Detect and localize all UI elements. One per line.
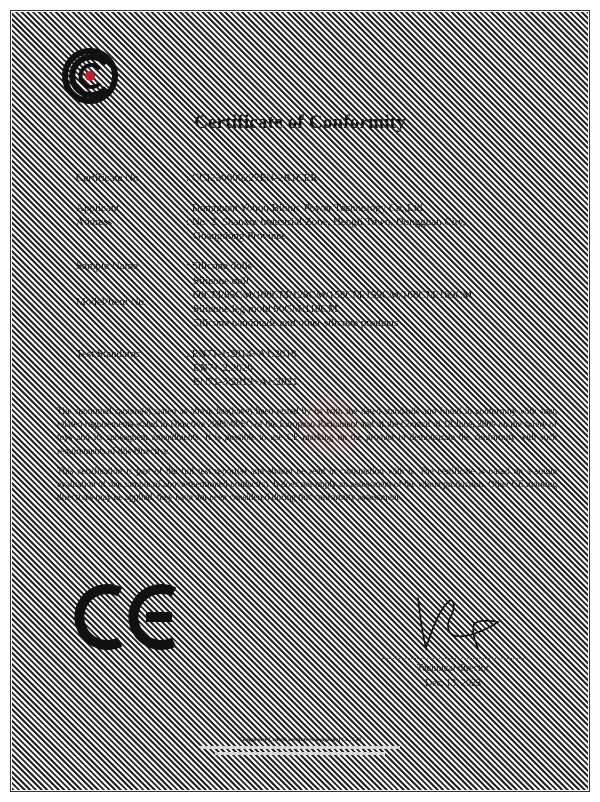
address-value (186, 215, 465, 243)
conformity-statement: The submitted sample(s) stated as above has(have) been tested by us with the listed standards and found in conformity with such related requirements stated in Directive 2009/48/EC of the European Parliament and of the Council of 18 June, 2009 on the safety of toys and its subsequent amendments. It is possible to use CE marking on the product to demonstrate the conformity with such requirements of this Directive. (57, 407, 557, 457)
certificate-no-label: Certificate No. (76, 172, 142, 184)
sample-name-value: : Silicone dolls (186, 260, 252, 272)
address-label: Address (76, 216, 113, 228)
address-line: Guangdong Province (193, 230, 287, 242)
standard-line: : EN71-1:2014+A1:2018 (186, 348, 297, 360)
cci-logo-icon (62, 48, 118, 104)
model-label: Model/Item No. (76, 296, 147, 308)
footer-faint-line (200, 746, 400, 749)
standard-line: EN71-2:2020 (193, 362, 253, 374)
model-value (193, 274, 472, 330)
signature-line (382, 658, 524, 659)
sample-name-label: Sample Name (76, 260, 139, 272)
applicant-value: : Dongguan Youqu Bionic Power Technology Co.,Ltd. (186, 202, 426, 214)
test-standards-value (186, 347, 298, 389)
standard-line: EN71-3:2019+A1:2021 (193, 376, 298, 388)
model-line: Silicone handmade and other silicone products (193, 317, 399, 329)
model-line: 60CM/85CM/100CM/128CM/158CM/159CM/168CM/169CM (193, 289, 473, 301)
page-title: Certificate of Conformity (194, 112, 406, 133)
ce-mark-icon (74, 584, 178, 650)
applicant-label: Applicant (76, 202, 120, 214)
model-line: Silicone doll (193, 275, 249, 287)
signatory-role: Technical director (416, 663, 490, 674)
issuer-name: Compliance Control Institute (Guangzhou) Co., Ltd (239, 737, 361, 743)
certification-note: This certification is part of the full test report(s) and should be read in conjunction with it. The certificate is based on a single evaluation of one sample of above-mentioned product(s). It does not imply an assessment of the whole production. Other CE marking directives may be applied, they have not been considered during this conformity assessment (57, 467, 557, 504)
certificate-no-value: : CCI230600227EN-2R1CER (186, 172, 318, 184)
model-line: Silicone leg mold 90CM/110CM (193, 303, 338, 315)
address-line: : No. 2, Shanxia Industrial Zone, Hengli Town, Dongguan City, (186, 216, 466, 228)
signature-icon (408, 590, 508, 652)
signature-date: Dec. 13, 2023 (424, 678, 482, 689)
test-standards-label: Test Standards (76, 348, 141, 360)
footer-faint-line (215, 752, 385, 755)
